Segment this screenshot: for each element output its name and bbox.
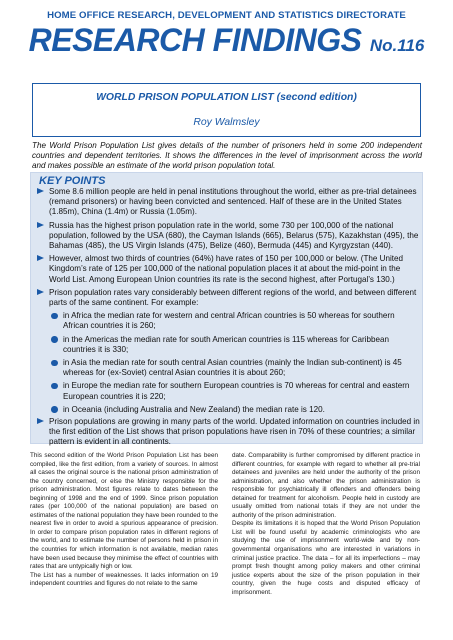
report-author: Roy Walmsley xyxy=(193,117,260,128)
filled-circle-icon xyxy=(51,383,58,390)
regional-example-item xyxy=(49,311,420,331)
triangle-arrow-icon xyxy=(37,255,44,261)
key-point-item xyxy=(37,187,420,218)
report-title-box xyxy=(32,83,421,137)
filled-circle-icon xyxy=(51,406,58,413)
key-points-heading: KEY POINTS xyxy=(39,175,106,187)
directorate-header: HOME OFFICE RESEARCH, DEVELOPMENT AND STATISTICS DIRECTORATE xyxy=(47,10,406,21)
key-point-text: However, almost two thirds of countries (64%) have rates of 150 per 100,000 or below. (The United Kingdom’s rate of 125 per 100,000 of the national population places it at about the mid-point in the World List. Among European Union countries its rate is the second highest, after Portugal’s 130.) xyxy=(49,254,404,284)
key-point-item xyxy=(37,417,420,448)
triangle-arrow-icon xyxy=(37,222,44,228)
triangle-arrow-icon xyxy=(37,188,44,194)
body-paragraph: Despite its limitations it is hoped that the World Prison Population List will be found useful by academic criminologists who are studying the use of imprisonment world-wide and by non-governmental organisations who are interested in variations in criminal justice practice. The data – for all its imperfections – may prompt fresh thought among policy makers and other criminal justice experts about the size of the prison population in their country, given the huge costs and disputed efficacy of imprisonment. xyxy=(232,520,420,596)
series-title-text: RESEARCH FINDINGS xyxy=(28,22,362,58)
filled-circle-icon xyxy=(51,360,58,367)
key-points-list xyxy=(37,187,420,451)
filled-circle-icon xyxy=(51,313,58,320)
series-title xyxy=(0,22,453,64)
key-point-text: Some 8.6 million people are held in penal institutions throughout the world, either as pre-trial detainees (remand prisoners) or having been convicted and sentenced. Half of these are in the United States (1.85m), China (1.4m) or Russia (1.05m). xyxy=(49,187,417,217)
body-paragraph: The List has a number of weaknesses. It lacks information on 19 independent countries and figures do not relate to the same xyxy=(30,571,218,588)
key-point-item xyxy=(37,221,420,252)
regional-example-text: in Oceania (including Australia and New Zealand) the median rate is 120. xyxy=(63,404,325,414)
regional-example-text: in Asia the median rate for south central Asian countries (mainly the Indian sub-continent) is 45 whereas for (ex-Soviet) central Asian countries it is about 260; xyxy=(63,358,402,378)
key-point-text: Russia has the highest prison population rate in the world, some 730 per 100,000 of the national population, followed by the USA (680), the Cayman Islands (665), Belarus (575), Kazakhstan (495), the Bahamas (485), the US Virgin Islands (475), Belize (460), Bermuda (445) and Kyrgyzstan (440). xyxy=(49,220,419,251)
triangle-arrow-icon xyxy=(37,418,44,424)
body-column-right xyxy=(232,452,420,597)
key-point-item xyxy=(37,254,420,285)
regional-example-text: in Europe the median rate for southern European countries is 70 whereas for central and eastern European countries it is 220; xyxy=(63,381,410,401)
regional-examples-list xyxy=(49,311,420,415)
key-point-text: Prison population rates vary considerably between different regions of the world, and between different parts of the same continent. For example: xyxy=(49,287,417,308)
report-title: WORLD PRISON POPULATION LIST (second edition) xyxy=(96,92,357,103)
regional-example-text: in the Americas the median rate for south American countries is 115 whereas for Caribbean countries it is 330; xyxy=(63,334,390,354)
series-number: No.116 xyxy=(369,36,425,55)
key-point-text: Prison populations are growing in many parts of the world. Updated information on countries included in the first edition of the List shows that prison populations have risen in 70% of these countries; a similar pattern is evident in all continents. xyxy=(49,417,420,447)
regional-example-item xyxy=(49,358,420,378)
key-points-box xyxy=(30,172,423,447)
body-paragraph: date. Comparability is further compromised by different practice in different countries, for example with regard to whether all pre-trial detainees and juveniles are held under the authority of the prison administration, and also whether the prison administration is responsible for psychiatrically ill offenders and offenders being detained for treatment for alcoholism. People held in custody are usually omitted from national totals if they are not under the authority of the prison administration. xyxy=(232,452,420,519)
regional-example-text: in Africa the median rate for western and central African countries is 50 whereas for southern African countries it is 260; xyxy=(63,311,395,331)
triangle-arrow-icon xyxy=(37,289,44,295)
key-point-item xyxy=(37,288,420,415)
filled-circle-icon xyxy=(51,336,58,343)
regional-example-item xyxy=(49,381,420,401)
intro-summary: The World Prison Population List gives details of the number of prisoners held in some 200 independent countries and dependent territories. It shows the differences in the level of imprisonment across the world and makes possible an estimate of the world prison population total. xyxy=(32,141,422,170)
regional-example-item xyxy=(49,335,420,355)
body-column-left xyxy=(30,452,218,589)
regional-example-item xyxy=(49,405,420,415)
body-paragraph: This second edition of the World Prison Population List has been compiled, like the first edition, from a variety of sources. In almost all cases the original source is the national prison administration of the country concerned, or else the Ministry responsible for the prison administration. Most figures relate to dates between the beginning of 1998 and the end of 1999. Since prison population rates (per 100,000 of the national population) are based on estimates of the national population they have been rounded to the nearest five in order to avoid a spurious appearance of precision. In order to compare prison population rates in different regions of the world, and to estimate the number of persons held in prison in the countries for which information is not available, median rates have been used because they minimise the effect of countries with rates that are untypically high or low. xyxy=(30,452,218,571)
